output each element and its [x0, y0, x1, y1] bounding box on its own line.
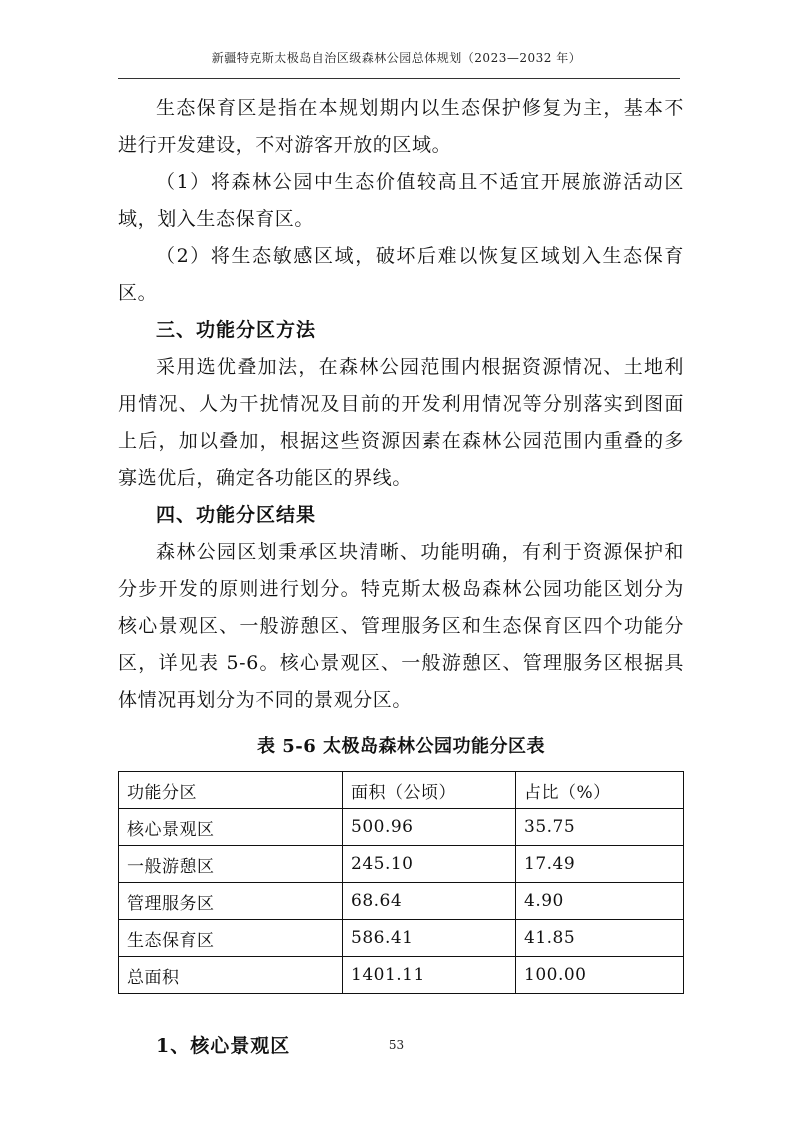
paragraph: （1）将森林公园中生态价值较高且不适宜开展旅游活动区域，划入生态保育区。 — [118, 171, 684, 230]
page-number: 53 — [388, 1038, 405, 1052]
table-header-row — [119, 772, 684, 809]
table-cell: 核心景观区 — [119, 809, 343, 846]
paragraph: （2）将生态敏感区域，破坏后难以恢复区域划入生态保育区。 — [118, 245, 684, 304]
table-cell: 总面积 — [119, 957, 343, 994]
table-cell: 41.85 — [516, 920, 684, 957]
table-caption: 表 5-6 太极岛森林公园功能分区表 — [256, 736, 546, 757]
section-heading: 四、功能分区结果 — [156, 504, 317, 526]
running-header: 新疆特克斯太极岛自治区级森林公园总体规划（2023—2032 年） — [211, 51, 582, 65]
paragraph: 森林公园区划秉承区块清晰、功能明确，有利于资源保护和分步开发的原则进行划分。特克斯太极岛森林公园功能区划分为核心景观区、一般游憩区、管理服务区和生态保育区四个功能分区，详见表 5-6。核心景观区、一般游憩区、管理服务区根据具体情况再划分为不同的景观分区。 — [118, 541, 684, 711]
table-cell: 17.49 — [516, 846, 684, 883]
table-row-total — [119, 957, 684, 994]
subsection-heading: 1、核心景观区 — [156, 1035, 291, 1057]
table-header-cell: 功能分区 — [119, 772, 343, 809]
paragraph: 采用选优叠加法，在森林公园范围内根据资源情况、土地利用情况、人为干扰情况及目前的开发利用情况等分别落实到图面上后，加以叠加，根据这些资源因素在森林公园范围内重叠的多寡选优后，确定各功能区的界线。 — [118, 356, 684, 489]
table-header-cell: 面积（公顷） — [343, 772, 516, 809]
table-cell: 245.10 — [343, 846, 516, 883]
table-cell: 68.64 — [343, 883, 516, 920]
paragraph: 生态保育区是指在本规划期内以生态保护修复为主，基本不进行开发建设，不对游客开放的区域。 — [118, 97, 684, 156]
zoning-table — [118, 771, 684, 994]
table-row — [119, 846, 684, 883]
table-header-cell: 占比（%） — [516, 772, 684, 809]
table-cell: 管理服务区 — [119, 883, 343, 920]
table-cell: 一般游憩区 — [119, 846, 343, 883]
table-cell: 500.96 — [343, 809, 516, 846]
table-row — [119, 809, 684, 846]
table-row — [119, 920, 684, 957]
table-row — [119, 883, 684, 920]
table-cell: 4.90 — [516, 883, 684, 920]
header-rule — [118, 78, 680, 79]
table-cell: 100.00 — [516, 957, 684, 994]
table-cell: 35.75 — [516, 809, 684, 846]
table-cell: 1401.11 — [343, 957, 516, 994]
table-cell: 生态保育区 — [119, 920, 343, 957]
section-heading: 三、功能分区方法 — [156, 319, 317, 341]
table-cell: 586.41 — [343, 920, 516, 957]
page-body — [118, 90, 684, 1065]
